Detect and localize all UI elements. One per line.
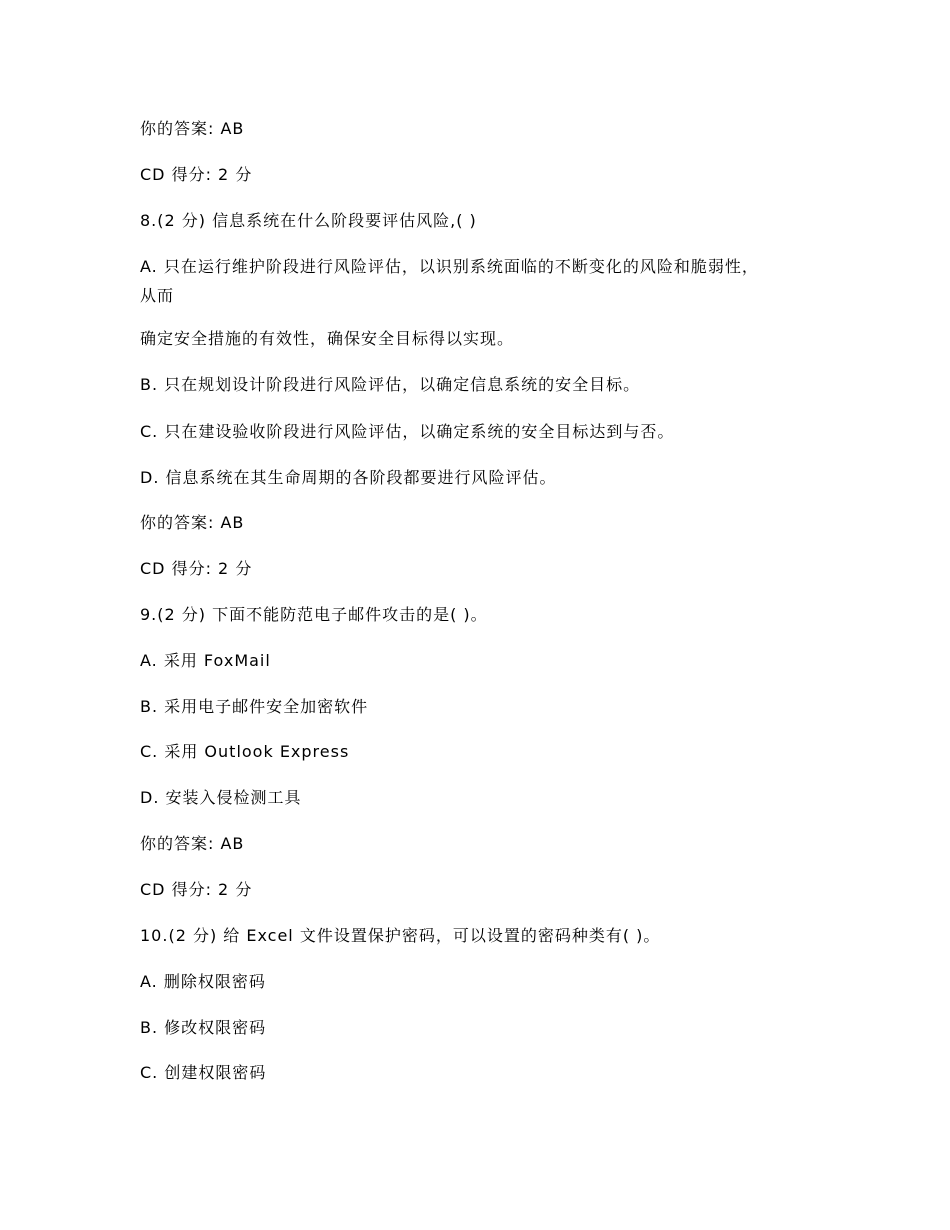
question-8-stem: 8.(2 分) 信息系统在什么阶段要评估风险,( ) bbox=[140, 211, 477, 230]
question-10-stem: 10.(2 分) 给 Excel 文件设置保护密码，可以设置的密码种类有( )。 bbox=[140, 926, 661, 945]
question-9-stem: 9.(2 分) 下面不能防范电子邮件攻击的是( )。 bbox=[140, 605, 488, 624]
answer-line: 你的答案: AB bbox=[140, 513, 245, 532]
question-10-option-a: A. 删除权限密码 bbox=[140, 972, 266, 991]
question-8-option-b: B. 只在规划设计阶段进行风险评估，以确定信息系统的安全目标。 bbox=[140, 375, 641, 394]
score-line: CD 得分: 2 分 bbox=[140, 165, 253, 184]
question-8-option-a: A. 只在运行维护阶段进行风险评估，以识别系统面临的不断变化的风险和脆弱性， bbox=[140, 257, 759, 276]
question-9-option-d: D. 安装入侵检测工具 bbox=[140, 788, 302, 807]
question-9-option-c: C. 采用 Outlook Express bbox=[140, 742, 350, 761]
question-8-option-a-continued: 确定安全措施的有效性，确保安全目标得以实现。 bbox=[140, 329, 515, 348]
answer-line: 你的答案: AB bbox=[140, 834, 245, 853]
question-8-option-d: D. 信息系统在其生命周期的各阶段都要进行风险评估。 bbox=[140, 468, 557, 487]
question-9-option-a: A. 采用 FoxMail bbox=[140, 651, 271, 670]
score-line: CD 得分: 2 分 bbox=[140, 559, 253, 578]
score-line: CD 得分: 2 分 bbox=[140, 880, 253, 899]
question-9-option-b: B. 采用电子邮件安全加密软件 bbox=[140, 697, 369, 716]
answer-line: 你的答案: AB bbox=[140, 119, 245, 138]
question-10-option-c: C. 创建权限密码 bbox=[140, 1063, 267, 1082]
question-8-option-a-wrap: 从而 bbox=[140, 286, 175, 305]
question-10-option-b: B. 修改权限密码 bbox=[140, 1018, 267, 1037]
question-8-option-c: C. 只在建设验收阶段进行风险评估，以确定系统的安全目标达到与否。 bbox=[140, 422, 675, 441]
